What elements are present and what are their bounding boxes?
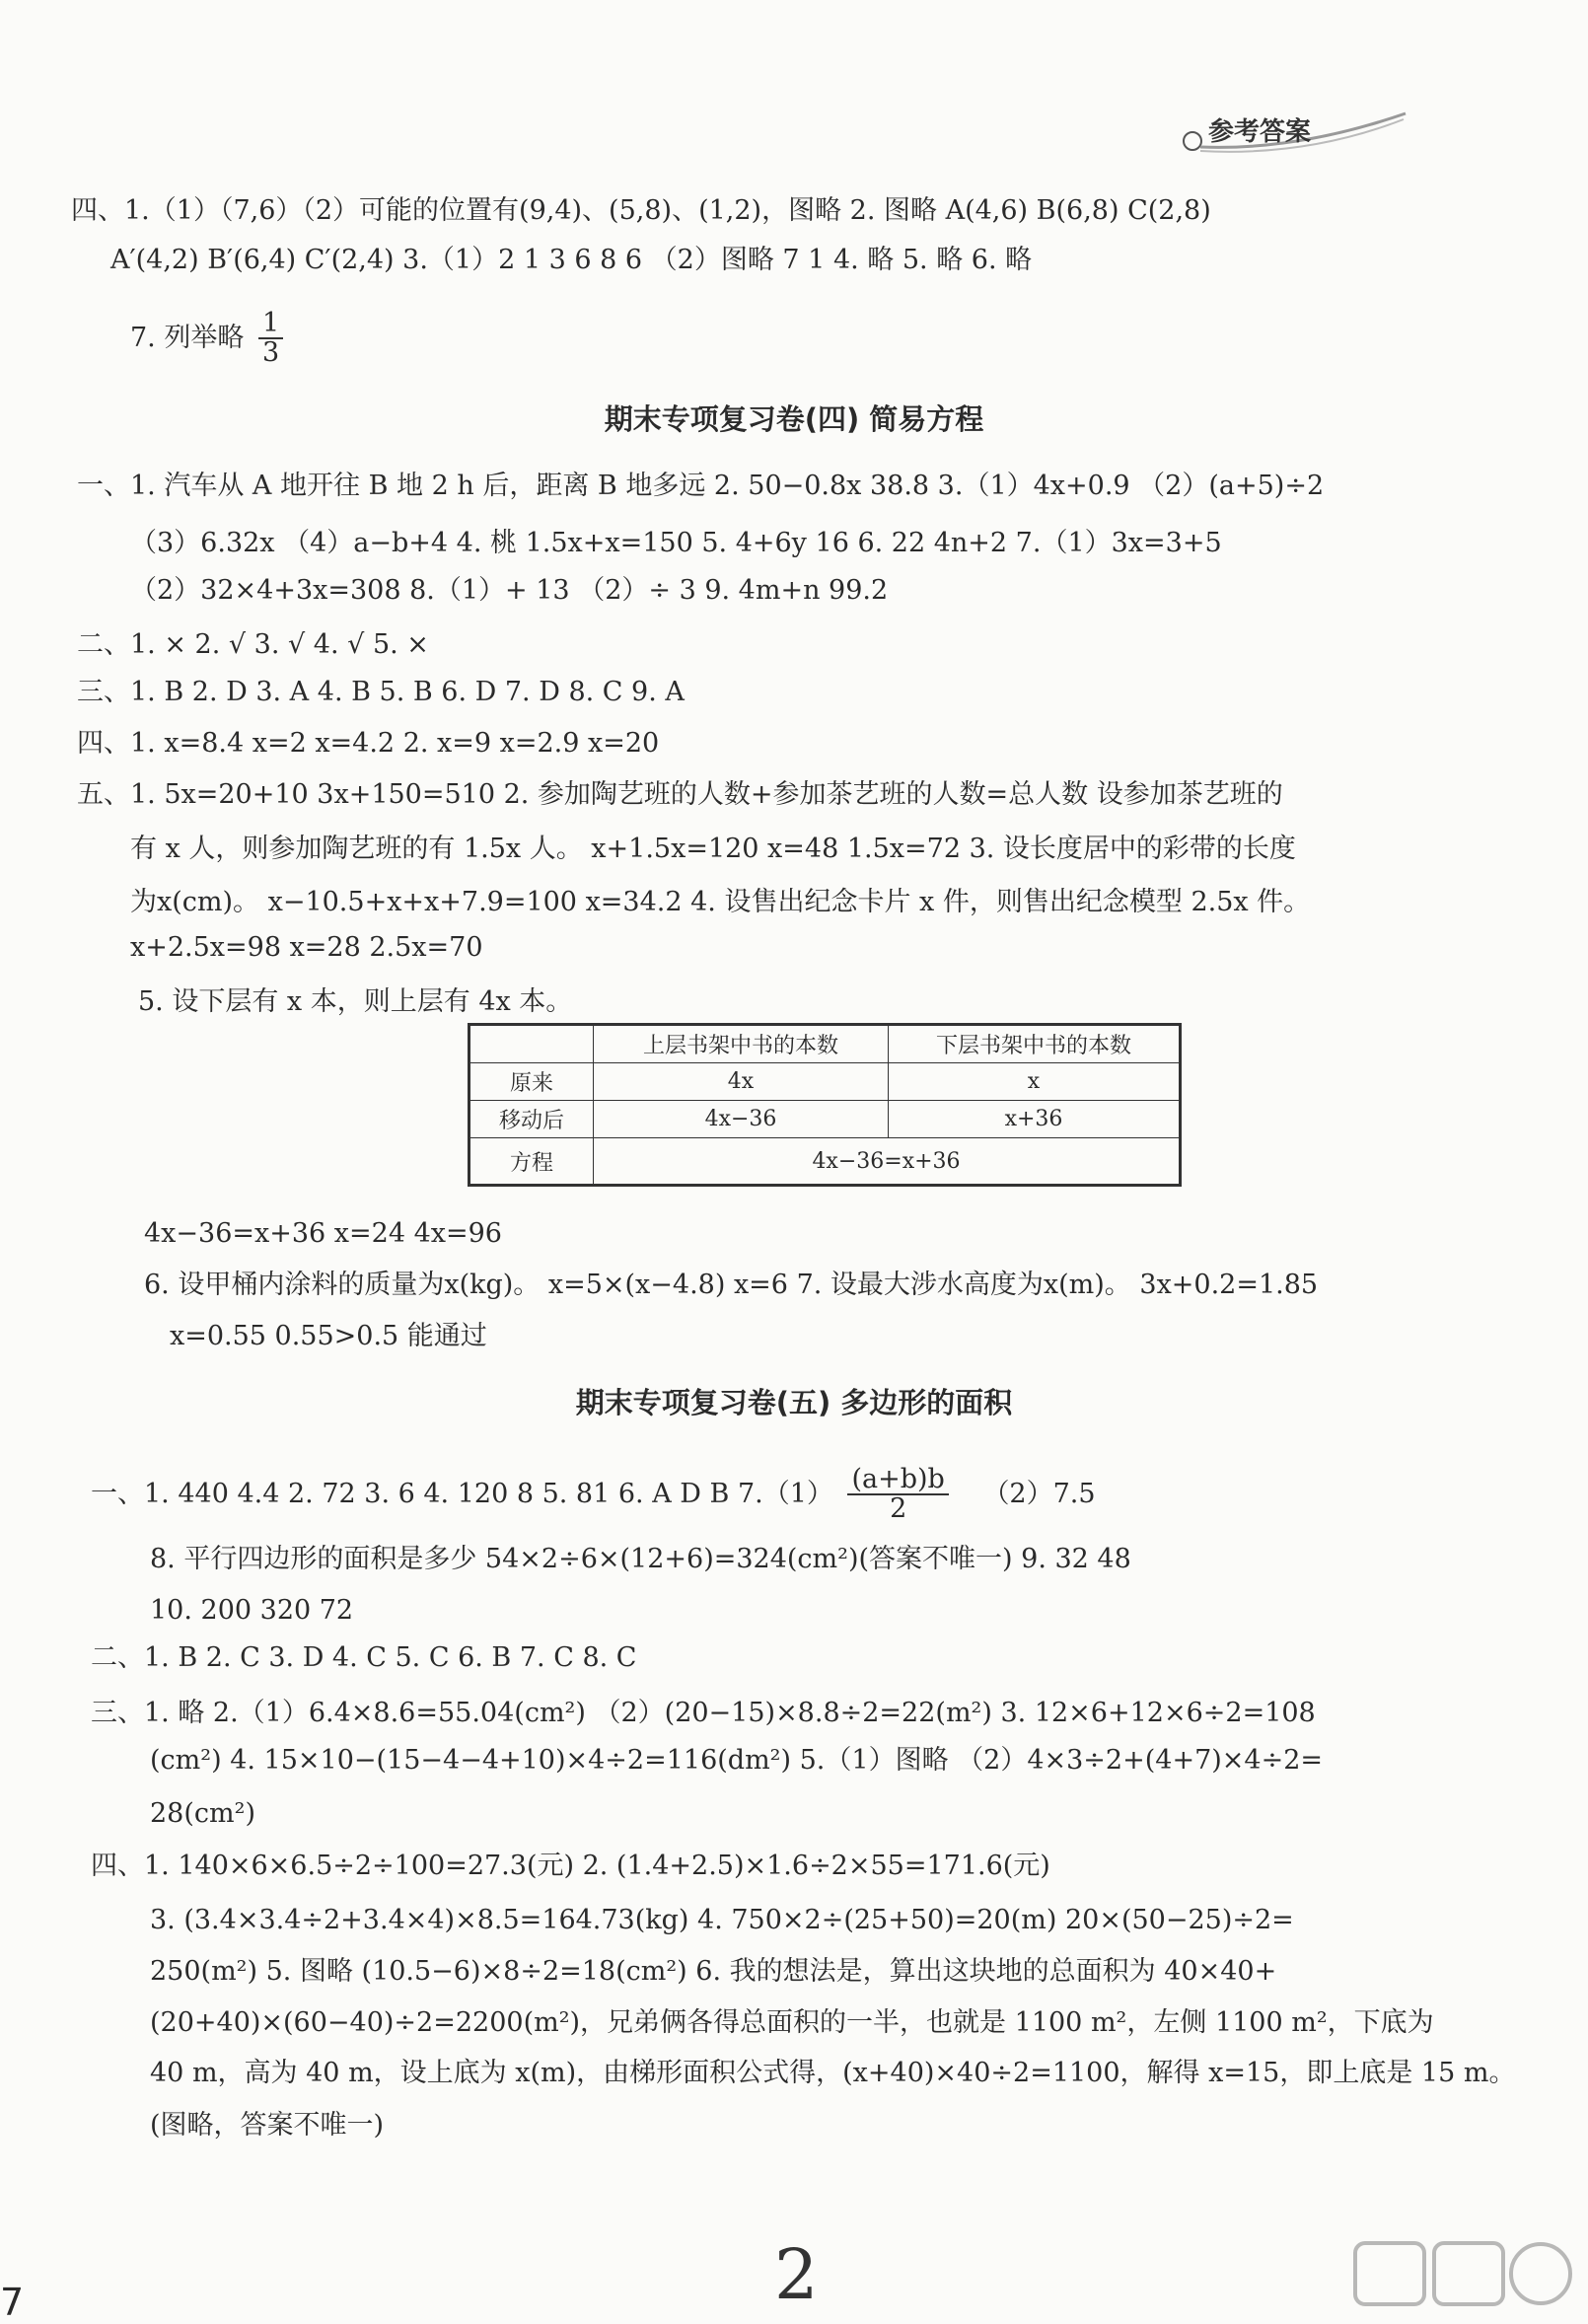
handwritten-mark: 2	[774, 2234, 819, 2315]
header-answer-badge	[1179, 104, 1415, 163]
table-cell: 4x	[594, 1063, 889, 1101]
table-header-row	[469, 1025, 1181, 1063]
page-number: 7	[0, 2281, 25, 2324]
prev-line-2: A′(4,2) B′(6,4) C′(2,4) 3.（1）2 1 3 6 8 6 （2）图略 7 1 4. 略 5. 略 6. 略	[110, 245, 1033, 275]
s5-line-7: 28(cm²)	[150, 1798, 255, 1829]
table-cell: 移动后	[469, 1101, 594, 1138]
s4-line-3: （2）32×4+3x=308 8.（1）+ 13 （2）÷ 3 9. 4m+n 99.2	[130, 575, 889, 606]
s5-line-12: 40 m，高为 40 m，设上底为 x(m)，由梯形面积公式得，(x+40)×40÷2=1100，解得 x=15，即上底是 15 m。	[150, 2058, 1516, 2088]
table-cell: 方程	[469, 1138, 594, 1186]
s5-line-8: 四、1. 140×6×6.5÷2÷100=27.3(元) 2. (1.4+2.5)×1.6÷2×55=171.6(元)	[91, 1851, 1050, 1881]
table-cell: 4x−36	[594, 1101, 889, 1138]
header-label: 参考答案	[1208, 117, 1312, 147]
s5-line-9: 3. (3.4×3.4÷2+3.4×4)×8.5=164.73(kg) 4. 750×2÷(25+50)=20(m) 20×(50−25)÷2=	[150, 1905, 1294, 1935]
s4-line-1: 一、1. 汽车从 A 地开往 B 地 2 h 后，距离 B 地多远 2. 50−0.8x 38.8 3.（1）4x+0.9 （2）(a+5)÷2	[77, 471, 1325, 501]
s5-line-10: 250(m²) 5. 图略 (10.5−6)×8÷2=18(cm²) 6. 我的想法是，算出这块地的总面积为 40×40+	[150, 1956, 1277, 1987]
prev-line-1: 四、1.（1）（7,6）（2）可能的位置有(9,4)、(5,8)、(1,2)，图略 2. 图略 A(4,6) B(6,8) C(2,8)	[71, 195, 1211, 226]
s4-line-10: x+2.5x=98 x=28 2.5x=70	[130, 932, 483, 963]
s4-line-7: 五、1. 5x=20+10 3x+150=510 2. 参加陶艺班的人数+参加茶艺班的人数=总人数 设参加茶艺班的	[77, 779, 1283, 810]
s4-line-5: 三、1. B 2. D 3. A 4. B 5. B 6. D 7. D 8. C 9. A	[77, 677, 685, 707]
fraction-denominator: 3	[261, 337, 280, 369]
table-row	[469, 1101, 1181, 1138]
s5-line-3: 10. 200 320 72	[150, 1595, 354, 1626]
table-cell: x	[889, 1063, 1181, 1101]
s4-line-6: 四、1. x=8.4 x=2 x=4.2 2. x=9 x=2.9 x=20	[77, 728, 660, 759]
table-cell: x+36	[889, 1101, 1181, 1138]
table-row	[469, 1138, 1181, 1186]
fraction-numerator: (a+b)b	[847, 1466, 948, 1495]
section4-title: 期末专项复习卷(四) 简易方程	[604, 402, 984, 436]
table-header-cell	[469, 1025, 594, 1063]
s4-after-3: x=0.55 0.55>0.5 能通过	[170, 1321, 487, 1351]
s5-line-4: 二、1. B 2. C 3. D 4. C 5. C 6. B 7. C 8. C	[91, 1642, 637, 1673]
s4-after-2: 6. 设甲桶内涂料的质量为x(kg)。 x=5×(x−4.8) x=6 7. 设最大涉水高度为x(m)。 3x+0.2=1.85	[144, 1270, 1319, 1300]
s5-line-1-tail: （2）7.5	[982, 1478, 1096, 1509]
s4-line-2: （3）6.32x （4）a−b+4 4. 桃 1.5x+x=150 5. 4+6y 16 6. 22 4n+2 7.（1）3x=3+5	[130, 528, 1222, 558]
s5-line-6: (cm²) 4. 15×10−(15−4−4+10)×4÷2=116(dm²) 5.（1）图略 （2）4×3÷2+(4+7)×4÷2=	[150, 1745, 1324, 1776]
s4-line-8: 有 x 人，则参加陶艺班的有 1.5x 人。 x+1.5x=120 x=48 1.5x=72 3. 设长度居中的彩带的长度	[130, 834, 1296, 864]
table-row	[469, 1063, 1181, 1101]
fraction-numerator: 1	[258, 310, 283, 339]
prev-line-3	[130, 310, 289, 368]
prev-q7-fraction	[258, 310, 283, 368]
s5-line-1	[91, 1466, 1096, 1524]
s5-line-2: 8. 平行四边形的面积是多少 54×2÷6×(12+6)=324(cm²)(答案不唯一) 9. 32 48	[150, 1544, 1131, 1574]
s4-line-4: 二、1. × 2. √ 3. √ 4. √ 5. ×	[77, 629, 429, 660]
table-header-cell: 下层书架中书的本数	[889, 1025, 1181, 1063]
s5-fraction	[847, 1466, 948, 1524]
s5-line-5: 三、1. 略 2.（1）6.4×8.6=55.04(cm²) （2）(20−15)×8.8÷2=22(m²) 3. 12×6+12×6÷2=108	[91, 1698, 1316, 1728]
fraction-denominator: 2	[890, 1493, 907, 1525]
table-cell-equation: 4x−36=x+36	[594, 1138, 1181, 1186]
table-cell: 原来	[469, 1063, 594, 1101]
s5-line-1-text: 一、1. 440 4.4 2. 72 3. 6 4. 120 8 5. 81 6. A D B 7.（1）	[91, 1478, 833, 1509]
s5-line-11: (20+40)×(60−40)÷2=2200(m²)，兄弟俩各得总面积的一半，也就是 1100 m²，左侧 1100 m²，下底为	[150, 2007, 1434, 2038]
answer-table	[468, 1023, 1182, 1187]
watermark-logo-icon	[1351, 2237, 1578, 2311]
table-header-cell: 上层书架中书的本数	[594, 1025, 889, 1063]
s4-line-9: 为x(cm)。 x−10.5+x+x+7.9=100 x=34.2 4. 设售出纪念卡片 x 件，则售出纪念模型 2.5x 件。	[130, 887, 1311, 917]
s4-after-1: 4x−36=x+36 x=24 4x=96	[144, 1218, 502, 1249]
s4-line-11: 5. 设下层有 x 本，则上层有 4x 本。	[138, 986, 573, 1017]
s5-line-13: (图略，答案不唯一)	[150, 2110, 385, 2141]
prev-q7-text: 7. 列举略	[130, 322, 245, 353]
section5-title: 期末专项复习卷(五) 多边形的面积	[575, 1386, 1013, 1419]
